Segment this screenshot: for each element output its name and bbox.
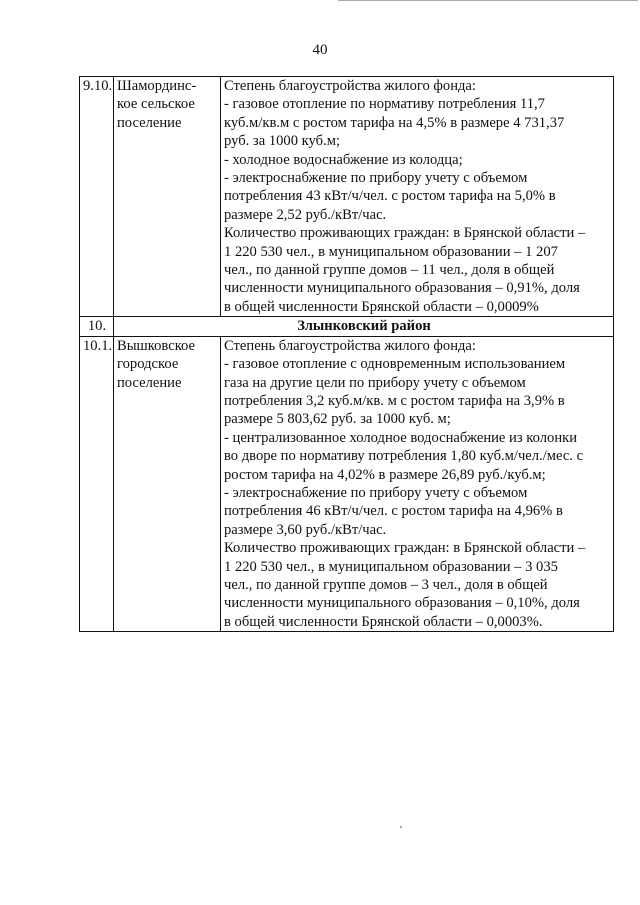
description-line: 1 220 530 чел., в муниципальном образовании – 3 035 xyxy=(224,558,558,575)
description-line: Степень благоустройства жилого фонда: xyxy=(224,78,476,94)
description-line: 1 220 530 чел., в муниципальном образовании – 1 207 xyxy=(224,243,558,260)
description-line: размере 5 803,62 руб. за 1000 куб. м; xyxy=(224,411,451,428)
description-line: Количество проживающих граждан: в Брянской области – xyxy=(224,540,586,557)
tariff-table xyxy=(79,76,614,632)
description-line: во дворе по нормативу потребления 1,80 куб.м/чел./мес. с xyxy=(224,448,584,465)
page-number: 40 xyxy=(312,42,328,58)
description-line: - электроснабжение по прибору учету с объемом xyxy=(224,170,528,187)
table-row xyxy=(80,77,614,317)
settlement-name xyxy=(114,77,221,317)
settlement-description xyxy=(221,77,614,317)
scan-speck xyxy=(400,826,402,828)
description-line: потребления 46 кВт/ч/чел. с ростом тарифа на 4,96% в xyxy=(224,503,563,520)
section-number: 10. xyxy=(80,317,114,336)
description-line: - газовое отопление по нормативу потребления 11,7 xyxy=(224,96,545,113)
description-line: чел., по данной группе домов – 11 чел., доля в общей xyxy=(224,262,555,279)
description-line: потребления 3,2 куб.м/кв. м с ростом тарифа на 3,9% в xyxy=(224,392,565,409)
description-line: в общей численности Брянской области – 0,0003%. xyxy=(224,613,543,630)
settlement-name-line: поселение xyxy=(117,114,182,131)
description-line: численности муниципального образования – 0,10%, доля xyxy=(224,595,580,612)
row-number: 9.10. xyxy=(80,77,114,317)
description-line: газа на другие цели по прибору учету с объемом xyxy=(224,374,526,391)
description-line: размере 3,60 руб./кВт/час. xyxy=(224,521,387,538)
settlement-name-line: городское xyxy=(117,356,179,373)
section-row xyxy=(80,317,614,336)
settlement-description xyxy=(221,336,614,632)
description-line: потребления 43 кВт/ч/чел. с ростом тарифа на 5,0% в xyxy=(224,188,556,205)
description-line: размере 2,52 руб./кВт/час. xyxy=(224,206,387,223)
description-line: ростом тарифа на 4,02% в размере 26,89 руб./куб.м; xyxy=(224,466,546,483)
description-line: - централизованное холодное водоснабжение из колонки xyxy=(224,429,578,446)
section-title: Злынковский район xyxy=(114,317,614,336)
settlement-name-line: поселение xyxy=(117,374,182,391)
table-row xyxy=(80,336,614,632)
description-line: Степень благоустройства жилого фонда: xyxy=(224,337,476,354)
description-line: численности муниципального образования – 0,91%, доля xyxy=(224,280,580,297)
description-line: чел., по данной группе домов – 3 чел., доля в общей xyxy=(224,576,548,593)
settlement-name xyxy=(114,336,221,632)
description-line: руб. за 1000 куб.м; xyxy=(224,133,341,150)
description-line: - электроснабжение по прибору учету с объемом xyxy=(224,484,528,501)
description-line: - холодное водоснабжение из колодца; xyxy=(224,151,463,168)
settlement-name-line: кое сельское xyxy=(117,96,195,113)
settlement-name-line: Вышковское xyxy=(117,337,196,354)
description-line: - газовое отопление с одновременным использованием xyxy=(224,356,566,373)
scan-edge-mark xyxy=(338,0,638,1)
settlement-name-line: Шамординс- xyxy=(117,78,197,94)
description-line: Количество проживающих граждан: в Брянской области – xyxy=(224,225,586,242)
description-line: в общей численности Брянской области – 0,0009% xyxy=(224,298,539,315)
description-line: куб.м/кв.м с ростом тарифа на 4,5% в размере 4 731,37 xyxy=(224,114,565,131)
row-number: 10.1. xyxy=(80,336,114,632)
